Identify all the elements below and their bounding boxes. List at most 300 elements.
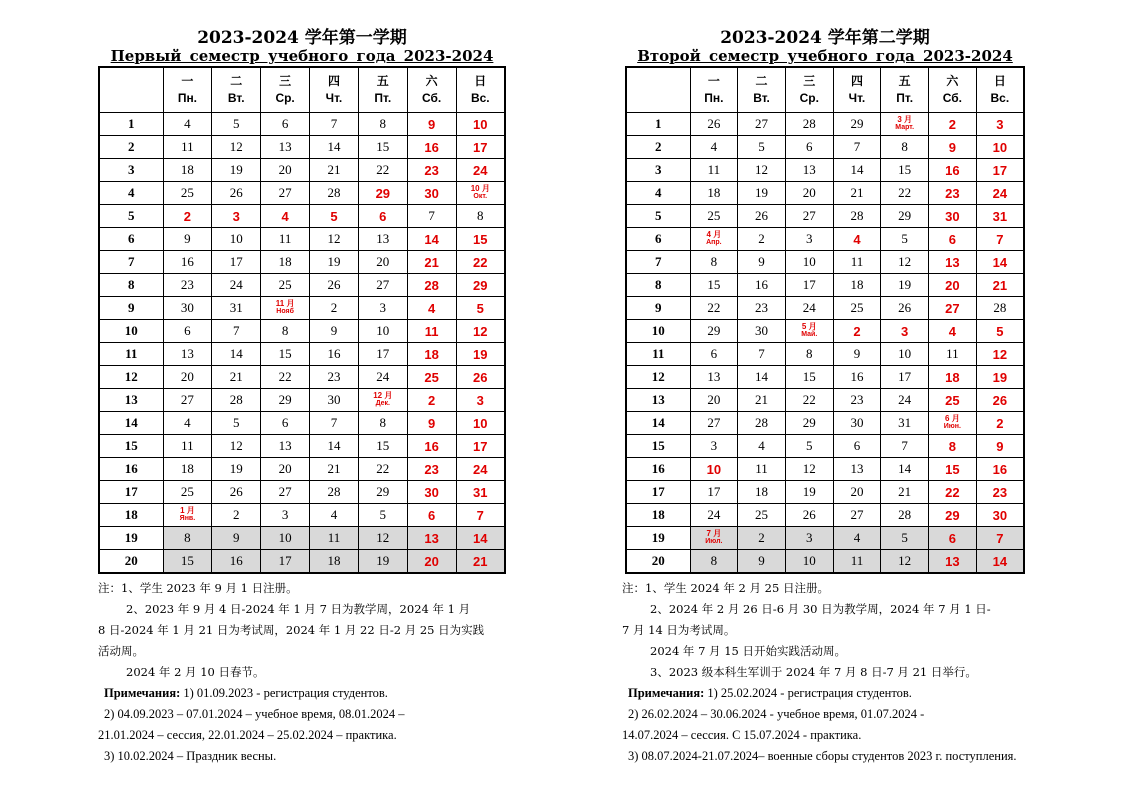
day-cell: 22 — [785, 389, 833, 412]
note-ru-text: 2) 26.02.2024 – 30.06.2024 - учебное время, 01.07.2024 - — [628, 707, 925, 721]
week-number: 17 — [626, 481, 690, 504]
day-cell: 19 — [358, 550, 407, 574]
week-row — [99, 297, 505, 320]
week-number: 8 — [626, 274, 690, 297]
week-number: 20 — [626, 550, 690, 574]
day-cell: 9 — [163, 228, 212, 251]
holiday-day-cell: 16 — [976, 458, 1024, 481]
day-cell: 29 — [785, 412, 833, 435]
week-row — [99, 481, 505, 504]
holiday-day-cell: 23 — [929, 182, 977, 205]
day-cell: 17 — [881, 366, 929, 389]
week-number: 4 — [99, 182, 163, 205]
day-cell: 13 — [261, 136, 310, 159]
day-cell: 11 — [163, 435, 212, 458]
holiday-day-cell: 16 — [929, 159, 977, 182]
month-abbrev: Апр. — [706, 239, 722, 246]
week-row — [99, 228, 505, 251]
week-row — [626, 159, 1024, 182]
day-cell: 27 — [261, 481, 310, 504]
week-number: 19 — [99, 527, 163, 550]
week-number: 9 — [99, 297, 163, 320]
day-cell: 12 — [212, 136, 261, 159]
note-ru-line — [622, 683, 1052, 704]
weekday-header — [690, 67, 738, 113]
holiday-day-cell: 26 — [456, 366, 505, 389]
day-cell: 26 — [212, 182, 261, 205]
weekday-ru: Пт. — [374, 91, 392, 105]
day-cell: 15 — [261, 343, 310, 366]
day-cell: 7 — [738, 343, 786, 366]
holiday-day-cell: 10 — [690, 458, 738, 481]
week-row — [626, 458, 1024, 481]
day-cell: 30 — [833, 412, 881, 435]
holiday-day-cell: 14 — [456, 527, 505, 550]
semester-1-calendar — [98, 28, 506, 574]
day-cell: 21 — [738, 389, 786, 412]
holiday-day-cell: 31 — [976, 205, 1024, 228]
week-number: 14 — [626, 412, 690, 435]
holiday-day-cell: 10 — [456, 113, 505, 136]
day-cell: 22 — [690, 297, 738, 320]
week-number: 7 — [626, 251, 690, 274]
weekday-cn: 四 — [327, 74, 340, 88]
weekday-header — [833, 67, 881, 113]
holiday-day-cell: 15 — [929, 458, 977, 481]
day-cell: 26 — [785, 504, 833, 527]
holiday-day-cell: 30 — [407, 182, 456, 205]
day-cell: 20 — [261, 458, 310, 481]
note-cn-line: 8 日-2024 年 1 月 21 日为考试周，2024 年 1 月 22 日-2 月 25 日为实践 — [98, 623, 485, 637]
day-cell: 12 — [881, 550, 929, 574]
weekday-cn: 一 — [707, 74, 720, 88]
holiday-day-cell: 17 — [456, 136, 505, 159]
week-header-blank — [99, 67, 163, 113]
week-row — [626, 136, 1024, 159]
holiday-day-cell: 13 — [929, 251, 977, 274]
month-label: 5 月 — [801, 322, 817, 331]
holiday-day-cell: 14 — [976, 251, 1024, 274]
day-cell: 28 — [310, 481, 359, 504]
week-number: 3 — [99, 159, 163, 182]
day-cell: 11 — [929, 343, 977, 366]
weekday-cn: 二 — [755, 74, 768, 88]
day-cell: 4 — [833, 527, 881, 550]
day-cell: 25 — [261, 274, 310, 297]
weekday-ru: Вс. — [990, 91, 1010, 105]
day-cell: 23 — [163, 274, 212, 297]
day-cell: 29 — [261, 389, 310, 412]
day-cell: 8 — [358, 412, 407, 435]
day-cell: 28 — [738, 412, 786, 435]
day-cell: 26 — [881, 297, 929, 320]
weekday-ru: Вс. — [470, 91, 490, 105]
day-cell: 11 — [261, 228, 310, 251]
note-cn-line: 7 月 14 日为考试周。 — [622, 623, 736, 637]
month-label: 1 月 — [180, 506, 195, 515]
day-cell: 6 — [261, 412, 310, 435]
day-cell: 6 — [163, 320, 212, 343]
day-cell: 12 — [785, 458, 833, 481]
holiday-day-cell: 9 — [407, 412, 456, 435]
holiday-day-cell: 14 — [407, 228, 456, 251]
day-cell: 24 — [212, 274, 261, 297]
day-cell: 17 — [358, 343, 407, 366]
note-ru-line — [622, 704, 1052, 725]
week-row — [626, 366, 1024, 389]
day-cell: 8 — [163, 527, 212, 550]
weekday-header — [881, 67, 929, 113]
holiday-day-cell: 3 — [212, 205, 261, 228]
day-cell: 30 — [738, 320, 786, 343]
day-cell: 13 — [261, 435, 310, 458]
day-cell: 12 — [738, 159, 786, 182]
day-cell: 9 — [833, 343, 881, 366]
weekday-ru: Вт. — [753, 91, 770, 105]
day-cell: 4 — [163, 113, 212, 136]
day-cell: 17 — [261, 550, 310, 574]
day-cell: 5 — [358, 504, 407, 527]
week-row — [626, 481, 1024, 504]
month-abbrev: Май. — [801, 331, 818, 338]
holiday-day-cell: 18 — [407, 343, 456, 366]
week-number: 11 — [99, 343, 163, 366]
semester-1-notes — [98, 578, 518, 767]
day-cell: 18 — [310, 550, 359, 574]
week-row — [99, 389, 505, 412]
day-cell: 22 — [881, 182, 929, 205]
month-abbrev: Июн. — [943, 423, 961, 430]
day-cell: 21 — [310, 159, 359, 182]
day-cell: 27 — [261, 182, 310, 205]
weekday-cn: 一 — [181, 74, 194, 88]
month-label: 11 月 — [275, 299, 295, 308]
month-abbrev: Янв. — [179, 515, 196, 522]
day-cell: 15 — [163, 550, 212, 574]
month-label: 4 月 — [706, 230, 722, 239]
weekday-header — [261, 67, 310, 113]
weekday-header — [785, 67, 833, 113]
day-cell: 18 — [690, 182, 738, 205]
holiday-day-cell: 2 — [833, 320, 881, 343]
week-row — [99, 251, 505, 274]
note-ru-text: 21.01.2024 – сессия, 22.01.2024 – 25.02.2024 – практика. — [98, 728, 397, 742]
day-cell: 31 — [212, 297, 261, 320]
week-number: 1 — [99, 113, 163, 136]
day-cell: 24 — [690, 504, 738, 527]
holiday-day-cell: 4 — [407, 297, 456, 320]
week-number: 10 — [626, 320, 690, 343]
week-number: 17 — [99, 481, 163, 504]
weekday-cn: 五 — [898, 74, 911, 88]
week-number: 2 — [99, 136, 163, 159]
week-number: 6 — [99, 228, 163, 251]
holiday-day-cell: 2 — [976, 412, 1024, 435]
day-cell: 8 — [881, 136, 929, 159]
day-cell: 4 — [310, 504, 359, 527]
holiday-day-cell: 29 — [358, 182, 407, 205]
week-number: 5 — [99, 205, 163, 228]
weekday-header — [407, 67, 456, 113]
holiday-day-cell: 31 — [456, 481, 505, 504]
day-cell: 24 — [881, 389, 929, 412]
holiday-day-cell: 25 — [407, 366, 456, 389]
day-cell: 8 — [358, 113, 407, 136]
weekday-header — [212, 67, 261, 113]
weekday-cn: 五 — [376, 74, 389, 88]
holiday-day-cell: 28 — [407, 274, 456, 297]
week-row — [626, 343, 1024, 366]
weekday-header — [310, 67, 359, 113]
holiday-day-cell: 20 — [929, 274, 977, 297]
month-abbrev: Дек. — [375, 400, 390, 407]
week-row — [626, 389, 1024, 412]
day-cell: 10 — [212, 228, 261, 251]
holiday-day-cell: 14 — [976, 550, 1024, 574]
day-cell: 6 — [833, 435, 881, 458]
holiday-day-cell: 4 — [261, 205, 310, 228]
day-cell: 21 — [833, 182, 881, 205]
day-cell: 26 — [310, 274, 359, 297]
day-cell: 10 — [881, 343, 929, 366]
holiday-day-cell: 5 — [310, 205, 359, 228]
day-cell: 30 — [163, 297, 212, 320]
week-row — [99, 320, 505, 343]
week-row — [626, 550, 1024, 574]
day-cell: 12 — [358, 527, 407, 550]
day-cell: 14 — [881, 458, 929, 481]
day-cell: 9 — [212, 527, 261, 550]
month-label: 3 月 — [897, 115, 912, 124]
day-cell: 14 — [310, 136, 359, 159]
day-cell: 27 — [690, 412, 738, 435]
day-cell: 25 — [833, 297, 881, 320]
holiday-day-cell: 13 — [929, 550, 977, 574]
month-abbrev: Июл. — [705, 538, 723, 545]
month-start-cell — [929, 412, 977, 435]
holiday-day-cell: 30 — [407, 481, 456, 504]
day-cell: 28 — [833, 205, 881, 228]
month-abbrev: Окт. — [473, 193, 488, 200]
calendar-table — [98, 66, 506, 574]
holiday-day-cell: 2 — [929, 113, 977, 136]
day-cell: 19 — [212, 159, 261, 182]
day-cell: 11 — [310, 527, 359, 550]
day-cell: 28 — [881, 504, 929, 527]
holiday-day-cell: 4 — [833, 228, 881, 251]
week-row — [99, 458, 505, 481]
day-cell: 5 — [881, 527, 929, 550]
day-cell: 25 — [163, 182, 212, 205]
note-ru-line — [98, 704, 518, 725]
semester-2-notes — [622, 578, 1052, 767]
day-cell: 8 — [690, 550, 738, 574]
day-cell: 8 — [785, 343, 833, 366]
day-cell: 16 — [833, 366, 881, 389]
day-cell: 15 — [881, 159, 929, 182]
day-cell: 7 — [833, 136, 881, 159]
month-start-cell — [881, 113, 929, 136]
week-row — [626, 320, 1024, 343]
day-cell: 21 — [881, 481, 929, 504]
day-cell: 21 — [310, 458, 359, 481]
day-cell: 22 — [358, 458, 407, 481]
holiday-day-cell: 23 — [407, 458, 456, 481]
month-start-cell — [456, 182, 505, 205]
week-row — [99, 182, 505, 205]
day-cell: 17 — [212, 251, 261, 274]
holiday-day-cell: 2 — [163, 205, 212, 228]
day-cell: 22 — [261, 366, 310, 389]
day-cell: 20 — [785, 182, 833, 205]
week-row — [99, 527, 505, 550]
weekday-ru: Ср. — [799, 91, 819, 105]
note-ru-text: 1) 01.09.2023 - регистрация студентов. — [183, 686, 388, 700]
day-cell: 6 — [785, 136, 833, 159]
day-cell: 14 — [310, 435, 359, 458]
month-start-cell — [690, 527, 738, 550]
holiday-day-cell: 25 — [929, 389, 977, 412]
month-start-cell — [163, 504, 212, 527]
week-number: 11 — [626, 343, 690, 366]
day-cell: 29 — [358, 481, 407, 504]
day-cell: 31 — [881, 412, 929, 435]
day-cell: 6 — [261, 113, 310, 136]
day-cell: 5 — [881, 228, 929, 251]
day-cell: 2 — [738, 527, 786, 550]
holiday-day-cell: 22 — [929, 481, 977, 504]
holiday-day-cell: 30 — [976, 504, 1024, 527]
day-cell: 14 — [833, 159, 881, 182]
day-cell: 15 — [358, 136, 407, 159]
week-number: 18 — [626, 504, 690, 527]
day-cell: 26 — [738, 205, 786, 228]
day-cell: 29 — [881, 205, 929, 228]
day-cell: 19 — [738, 182, 786, 205]
semester-2-calendar — [625, 28, 1025, 574]
day-cell: 18 — [738, 481, 786, 504]
day-cell: 17 — [690, 481, 738, 504]
week-row — [626, 435, 1024, 458]
weekday-cn: 六 — [946, 74, 959, 88]
weekday-cn: 日 — [474, 74, 487, 88]
holiday-day-cell: 9 — [929, 136, 977, 159]
day-cell: 7 — [407, 205, 456, 228]
day-cell: 12 — [881, 251, 929, 274]
note-ru-text: 2) 04.09.2023 – 07.01.2024 – учебное время, 08.01.2024 – — [104, 707, 405, 721]
day-cell: 26 — [690, 113, 738, 136]
holiday-day-cell: 30 — [929, 205, 977, 228]
week-number: 7 — [99, 251, 163, 274]
week-number: 12 — [626, 366, 690, 389]
holiday-day-cell: 29 — [929, 504, 977, 527]
week-number: 8 — [99, 274, 163, 297]
week-row — [99, 159, 505, 182]
weekday-ru: Вт. — [227, 91, 245, 105]
week-row — [626, 205, 1024, 228]
holiday-day-cell: 4 — [929, 320, 977, 343]
weekday-ru: Чт. — [325, 91, 343, 105]
note-cn-line: 3、2023 级本科生军训于 2024 年 7 月 8 日-7 月 21 日举行。 — [650, 665, 977, 679]
day-cell: 20 — [261, 159, 310, 182]
day-cell: 28 — [976, 297, 1024, 320]
week-number: 5 — [626, 205, 690, 228]
header-row — [99, 67, 505, 113]
day-cell: 13 — [163, 343, 212, 366]
holiday-day-cell: 19 — [456, 343, 505, 366]
weekday-header — [929, 67, 977, 113]
note-ru-line — [622, 746, 1052, 767]
week-row — [99, 113, 505, 136]
note-cn-line: 2、2023 年 9 月 4 日-2024 年 1 月 7 日为教学周，2024 年 1 月 — [126, 602, 471, 616]
day-cell: 5 — [212, 113, 261, 136]
holiday-day-cell: 12 — [456, 320, 505, 343]
holiday-day-cell: 19 — [976, 366, 1024, 389]
calendar-table — [625, 66, 1025, 574]
semester-title-cn: 2023-2024 学年第二学期 — [720, 28, 930, 48]
day-cell: 16 — [310, 343, 359, 366]
weekday-ru: Сб. — [422, 91, 442, 105]
holiday-day-cell: 29 — [456, 274, 505, 297]
day-cell: 3 — [785, 527, 833, 550]
note-cn-line: 2024 年 7 月 15 日开始实践活动周。 — [650, 644, 846, 658]
day-cell: 2 — [212, 504, 261, 527]
holiday-day-cell: 6 — [929, 228, 977, 251]
holiday-day-cell: 7 — [976, 527, 1024, 550]
day-cell: 27 — [785, 205, 833, 228]
note-cn-line: 注：1、学生 2024 年 2 月 25 日注册。 — [622, 581, 829, 595]
day-cell: 13 — [690, 366, 738, 389]
holiday-day-cell: 7 — [456, 504, 505, 527]
note-ru-text: 3) 08.07.2024-21.07.2024– военные сборы студентов 2023 г. поступления. — [628, 749, 1017, 763]
weekday-header — [456, 67, 505, 113]
day-cell: 17 — [785, 274, 833, 297]
month-label: 7 月 — [706, 529, 722, 538]
day-cell: 18 — [163, 159, 212, 182]
day-cell: 28 — [310, 182, 359, 205]
month-label: 10 月 — [470, 184, 490, 193]
week-number: 10 — [99, 320, 163, 343]
holiday-day-cell: 12 — [976, 343, 1024, 366]
header-row — [626, 67, 1024, 113]
holiday-day-cell: 10 — [976, 136, 1024, 159]
week-number: 20 — [99, 550, 163, 574]
day-cell: 28 — [212, 389, 261, 412]
holiday-day-cell: 26 — [976, 389, 1024, 412]
note-ru-text: 1) 25.02.2024 - регистрация студентов. — [707, 686, 912, 700]
day-cell: 20 — [358, 251, 407, 274]
day-cell: 15 — [690, 274, 738, 297]
day-cell: 18 — [163, 458, 212, 481]
month-abbrev: Нояб — [276, 308, 294, 315]
holiday-day-cell: 17 — [456, 435, 505, 458]
week-number: 13 — [99, 389, 163, 412]
day-cell: 15 — [785, 366, 833, 389]
day-cell: 19 — [881, 274, 929, 297]
day-cell: 14 — [738, 366, 786, 389]
semester-title-ru: Первый семестр учебного года 2023-2024 — [110, 47, 494, 65]
week-number: 14 — [99, 412, 163, 435]
week-row — [99, 504, 505, 527]
notes-label: Примечания: — [628, 686, 705, 700]
day-cell: 27 — [163, 389, 212, 412]
semester-title-ru: Второй семестр учебного года 2023-2024 — [637, 47, 1013, 65]
holiday-day-cell: 21 — [407, 251, 456, 274]
day-cell: 7 — [310, 412, 359, 435]
holiday-day-cell: 15 — [456, 228, 505, 251]
holiday-day-cell: 10 — [456, 412, 505, 435]
holiday-day-cell: 6 — [358, 205, 407, 228]
